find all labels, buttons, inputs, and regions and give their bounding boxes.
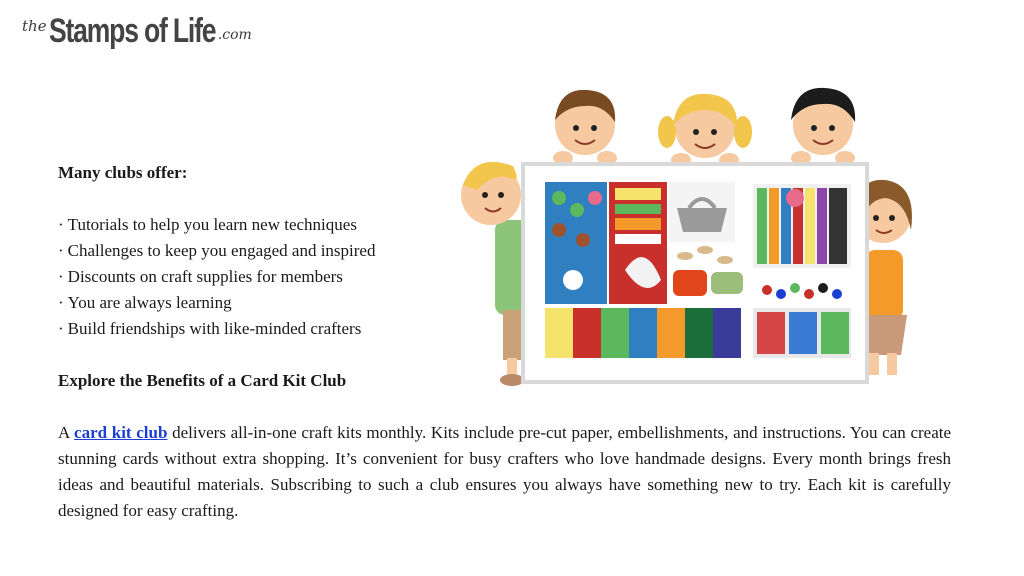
paragraph-lead: A — [58, 423, 70, 442]
list-item-text: Challenges to keep you engaged and inspired — [67, 241, 376, 260]
paragraph-body: delivers all-in-one craft kits monthly. Kits include pre-cut paper, embellishments, and instructions. You can create stunning cards without extra shopping. It’s convenient for busy crafters who love handmade designs. Every month brings fresh ideas and beautiful materials. Subscribing to such a club ensures you always have something new to try. Each kit is carefully designed for easy crafting. — [58, 423, 952, 520]
kit-display-board — [523, 164, 867, 382]
list-item-text: Build friendships with like-minded crafters — [67, 319, 362, 338]
top-boy-brown-hair — [553, 90, 617, 165]
explore-heading: Explore the Benefits of a Card Kit Club — [58, 371, 347, 390]
logo-name: Stamps of Life — [48, 12, 215, 50]
bullet-dot: · — [58, 319, 64, 338]
card-kit-paragraph — [58, 420, 951, 524]
bullet-dot: · — [58, 241, 64, 260]
kids-holding-board-illustration — [455, 80, 915, 392]
card-kit-club-link[interactable]: card kit club — [74, 423, 168, 442]
logo-suffix: .com — [217, 27, 252, 43]
top-boy-black-hair — [791, 88, 855, 165]
list-item-text: Tutorials to help you learn new techniques — [67, 215, 357, 234]
logo-prefix: the — [22, 17, 47, 35]
list-item-text: You are always learning — [67, 293, 232, 312]
list-item-text: Discounts on craft supplies for members — [67, 267, 343, 286]
bullet-dot: · — [58, 267, 64, 286]
site-logo[interactable] — [22, 14, 252, 48]
clubs-heading: Many clubs offer: — [58, 163, 188, 182]
bullet-dot: · — [58, 293, 64, 312]
top-girl-blond-hair — [658, 94, 752, 167]
bullet-dot: · — [58, 215, 64, 234]
